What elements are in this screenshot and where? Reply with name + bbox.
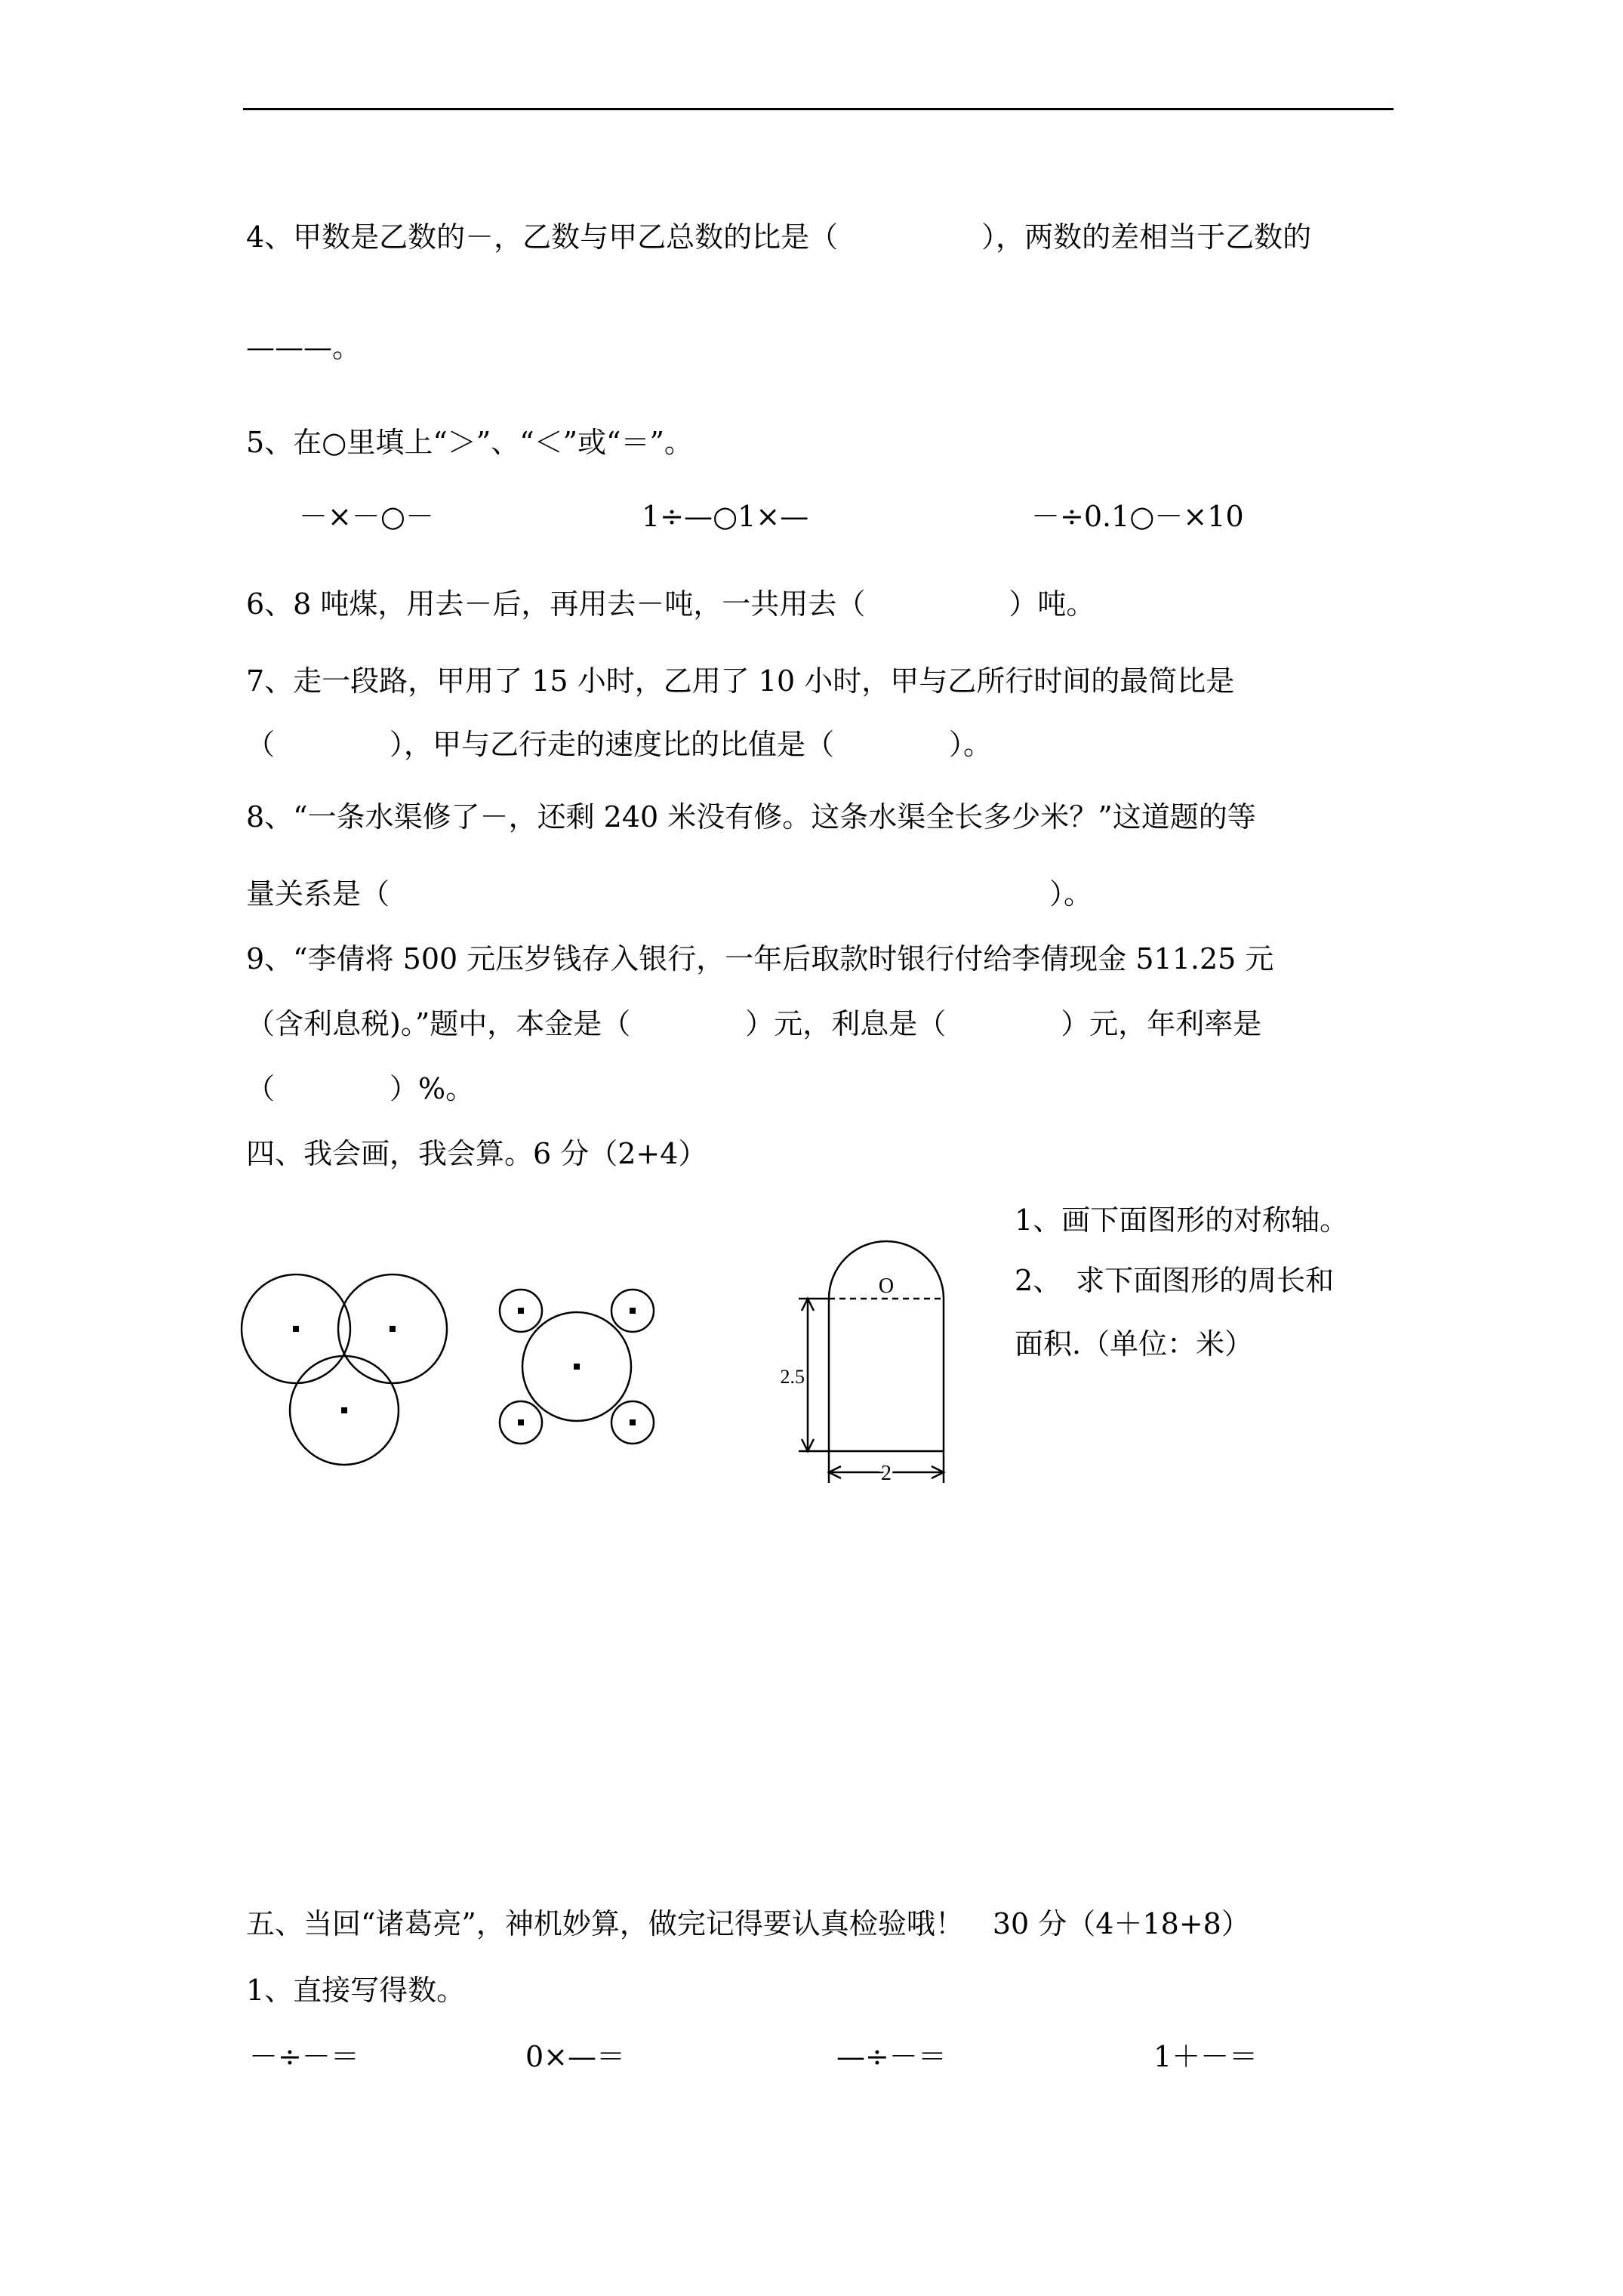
question-6: 6、8 吨煤，用去－后，再用去－吨，一共用去（ ）吨。 <box>246 587 1095 621</box>
header-rule <box>243 108 1394 110</box>
arch-figure <box>799 1241 944 1483</box>
center-dot <box>293 1326 299 1332</box>
center-dot <box>630 1308 636 1314</box>
center-dot <box>574 1364 580 1370</box>
section-5-item-1: 1、直接写得数。 <box>246 1974 466 2007</box>
calc-expression-3: —÷－＝ <box>836 2040 947 2073</box>
question-4-line-2: ———。 <box>246 331 362 364</box>
question-4-line-1: 4、甲数是乙数的－，乙数与甲乙总数的比是（ ），两数的差相当于乙数的 <box>246 220 1312 254</box>
section-5-title: 五、当回“诸葛亮”，神机妙算，做完记得要认真检验哦！ 30 分（4＋18+8） <box>246 1907 1250 1940</box>
question-7-line-1: 7、走一段路，甲用了 15 小时，乙用了 10 小时，甲与乙所行时间的最简比是 <box>246 664 1235 698</box>
question-7-line-2: （ ），甲与乙行走的速度比的比值是（ ）。 <box>246 728 993 761</box>
section-4-item-2: 2、 求下面图形的周长和 <box>1015 1264 1335 1297</box>
question-5-title: 5、在○里填上“＞”、“＜”或“＝”。 <box>246 426 693 459</box>
label-height: 2.5 <box>780 1366 805 1388</box>
center-dot <box>630 1419 636 1425</box>
section-4-title: 四、我会画，我会算。6 分（2+4） <box>246 1137 707 1170</box>
three-circles-figure <box>242 1274 447 1465</box>
question-8-line-1: 8、“一条水渠修了－，还剩 240 米没有修。这条水渠全长多少米？”这道题的等 <box>246 800 1256 834</box>
calc-expression-1: －÷－＝ <box>249 2040 359 2073</box>
question-8-line-2: 量关系是（ ）。 <box>246 877 1093 911</box>
center-dot <box>518 1419 524 1425</box>
question-9-line-3: （ ）%。 <box>246 1072 475 1105</box>
question-9-line-2: （含利息税)。”题中，本金是（ ）元，利息是（ ）元，年利率是 <box>246 1007 1262 1040</box>
calc-expression-2: 0×—＝ <box>525 2040 626 2073</box>
calc-expression-4: 1＋－＝ <box>1153 2040 1258 2073</box>
section-4-item-2-cont: 面积.（单位：米） <box>1015 1327 1254 1361</box>
center-dot <box>341 1407 347 1413</box>
label-width: 2 <box>881 1462 892 1485</box>
question-5-expression-2: 1÷—○1×— <box>642 500 809 533</box>
geometry-figures <box>234 1238 974 1495</box>
question-9-line-1: 9、“李倩将 500 元压岁钱存入银行，一年后取款时银行付给李倩现金 511.25 元 <box>246 942 1274 975</box>
center-dot <box>390 1326 396 1332</box>
section-4-item-1: 1、画下面图形的对称轴。 <box>1015 1203 1349 1237</box>
question-5-expression-3: －÷0.1○－×10 <box>1031 500 1244 533</box>
center-dot <box>518 1308 524 1314</box>
label-center: O <box>878 1274 895 1298</box>
question-5-expression-1: －×－○－ <box>299 500 434 533</box>
